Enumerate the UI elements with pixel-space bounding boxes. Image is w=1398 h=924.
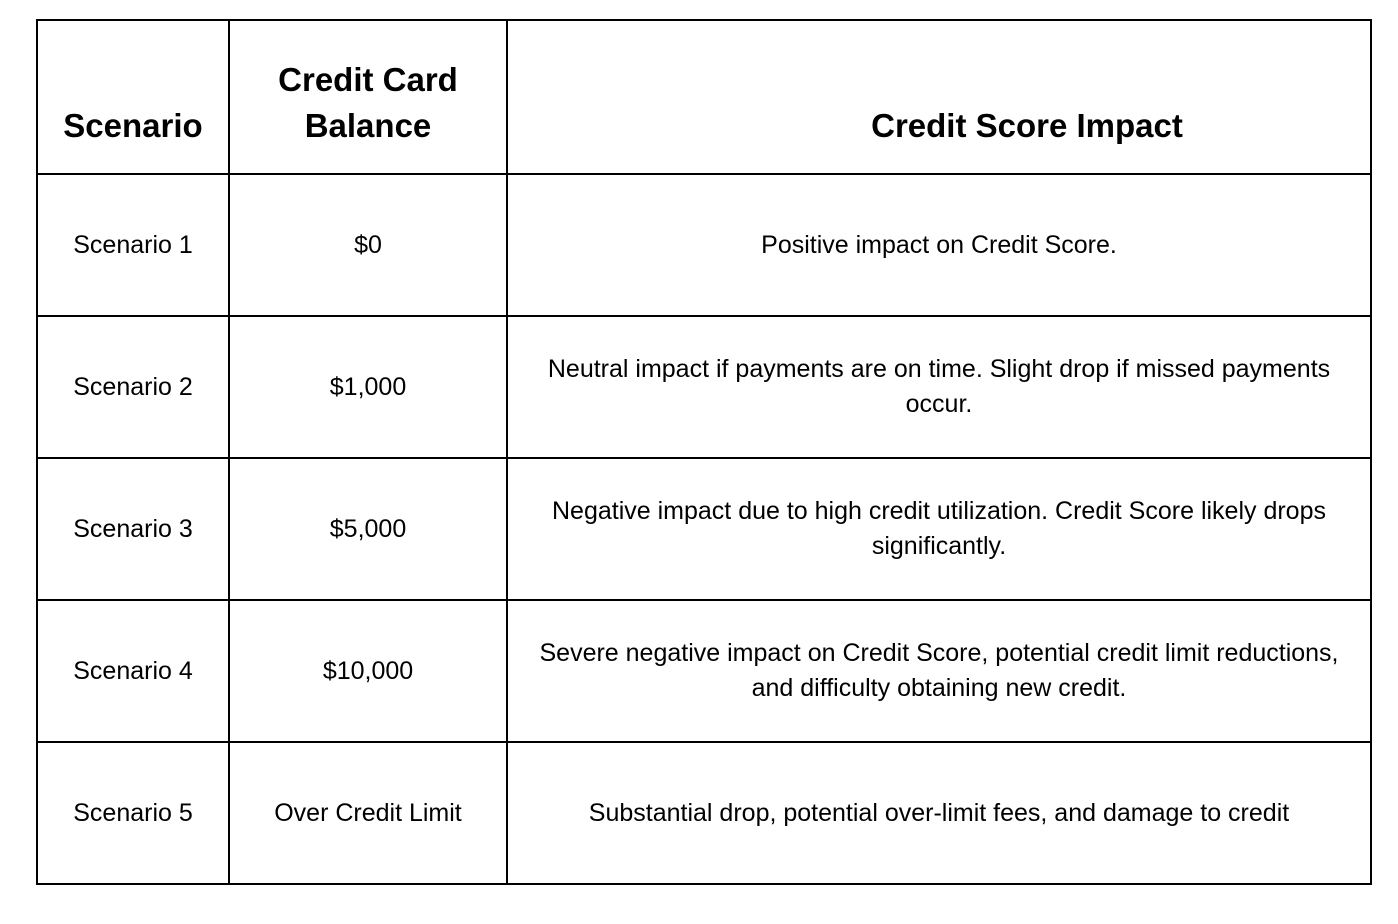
header-impact: Credit Score Impact xyxy=(507,20,1371,174)
cell-impact: Neutral impact if payments are on time. Slight drop if missed payments occur. xyxy=(507,316,1371,458)
cell-balance: Over Credit Limit xyxy=(229,742,507,884)
table-row xyxy=(37,174,1371,316)
table-row xyxy=(37,600,1371,742)
cell-balance: $1,000 xyxy=(229,316,507,458)
credit-scenarios-table xyxy=(36,19,1372,885)
header-balance: Credit Card Balance xyxy=(229,20,507,174)
cell-scenario: Scenario 2 xyxy=(37,316,229,458)
cell-balance: $0 xyxy=(229,174,507,316)
cell-impact: Severe negative impact on Credit Score, potential credit limit reductions, and difficulty obtaining new credit. xyxy=(507,600,1371,742)
cell-balance: $5,000 xyxy=(229,458,507,600)
cell-impact: Substantial drop, potential over-limit fees, and damage to credit xyxy=(507,742,1371,884)
table-row xyxy=(37,316,1371,458)
cell-scenario: Scenario 1 xyxy=(37,174,229,316)
header-row xyxy=(37,20,1371,174)
table-row xyxy=(37,742,1371,884)
header-scenario: Scenario xyxy=(37,20,229,174)
cell-balance: $10,000 xyxy=(229,600,507,742)
table-row xyxy=(37,458,1371,600)
cell-impact: Negative impact due to high credit utilization. Credit Score likely drops significantly. xyxy=(507,458,1371,600)
cell-scenario: Scenario 4 xyxy=(37,600,229,742)
cell-impact: Positive impact on Credit Score. xyxy=(507,174,1371,316)
cell-scenario: Scenario 3 xyxy=(37,458,229,600)
cell-scenario: Scenario 5 xyxy=(37,742,229,884)
